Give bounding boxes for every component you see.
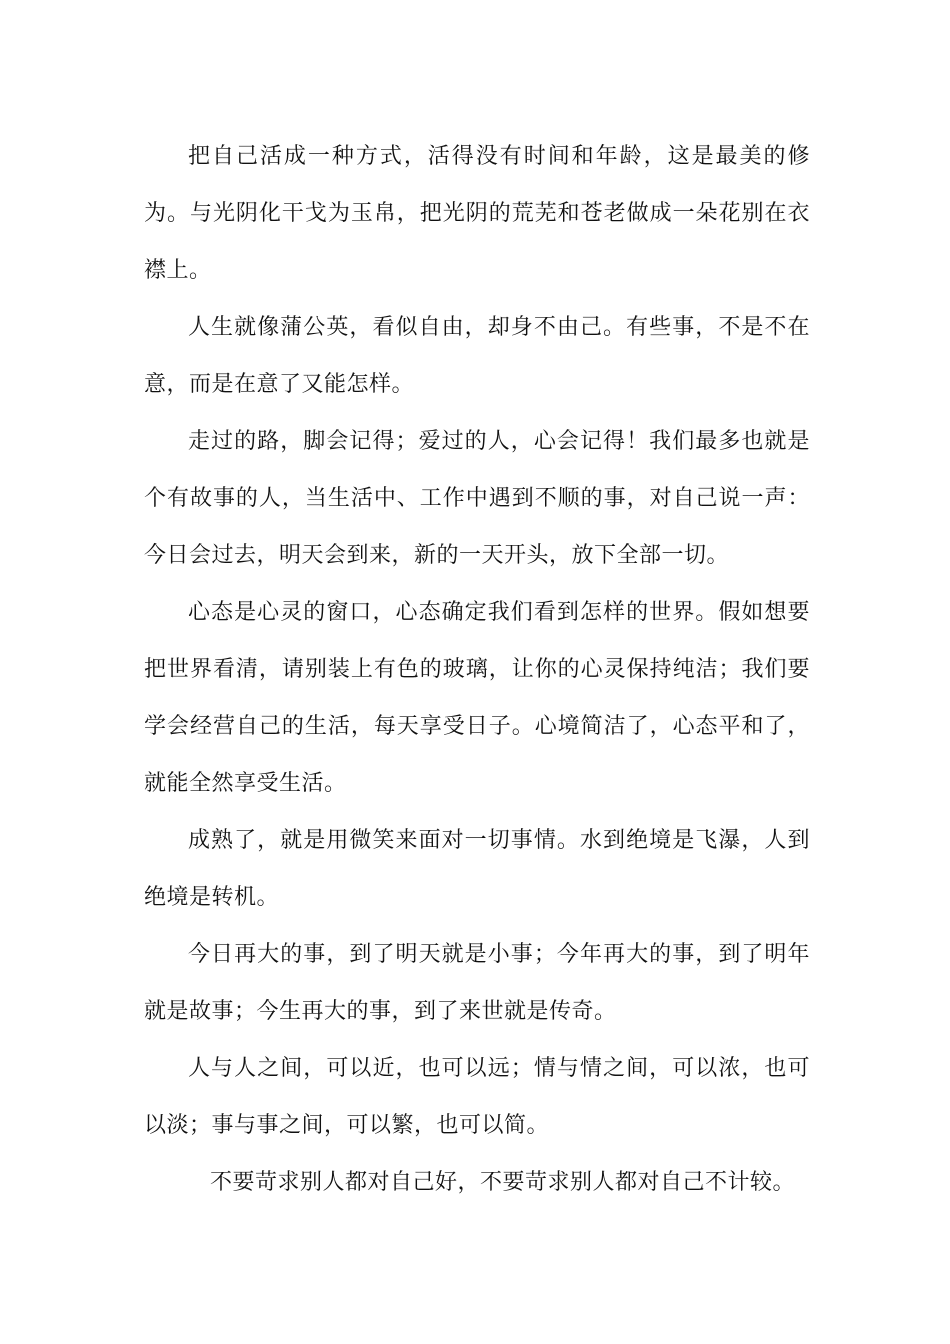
- paragraph-1: 把自己活成一种方式，活得没有时间和年龄，这是最美的修为。与光阴化干戈为玉帛，把光阴的荒芜和苍老做成一朵花别在衣襟上。: [144, 144, 810, 283]
- paragraph-7: 人与人之间，可以近，也可以远；情与情之间，可以浓，也可以淡；事与事之间，可以繁，也可以简。: [144, 1056, 810, 1138]
- paragraph-2: 人生就像蒲公英，看似自由，却身不由己。有些事，不是不在意，而是在意了又能怎样。: [144, 315, 810, 397]
- paragraph-6: 今日再大的事，到了明天就是小事；今年再大的事，到了明年就是故事；今生再大的事，到了来世就是传奇。: [144, 942, 810, 1024]
- paragraph-4: 心态是心灵的窗口，心态确定我们看到怎样的世界。假如想要把世界看清，请别装上有色的玻璃，让你的心灵保持纯洁；我们要学会经营自己的生活，每天享受日子。心境简洁了，心态平和了，就能全然享受生活。: [144, 600, 810, 796]
- document-body: [144, 128, 810, 1211]
- paragraph-5: 成熟了，就是用微笑来面对一切事情。水到绝境是飞瀑，人到绝境是转机。: [144, 828, 810, 910]
- paragraph-3: 走过的路，脚会记得；爱过的人，心会记得！我们最多也就是个有故事的人，当生活中、工作中遇到不顺的事，对自己说一声：今日会过去，明天会到来，新的一天开头，放下全部一切。: [144, 429, 810, 568]
- paragraph-8: 不要苛求别人都对自己好，不要苛求别人都对自己不计较。: [210, 1170, 796, 1195]
